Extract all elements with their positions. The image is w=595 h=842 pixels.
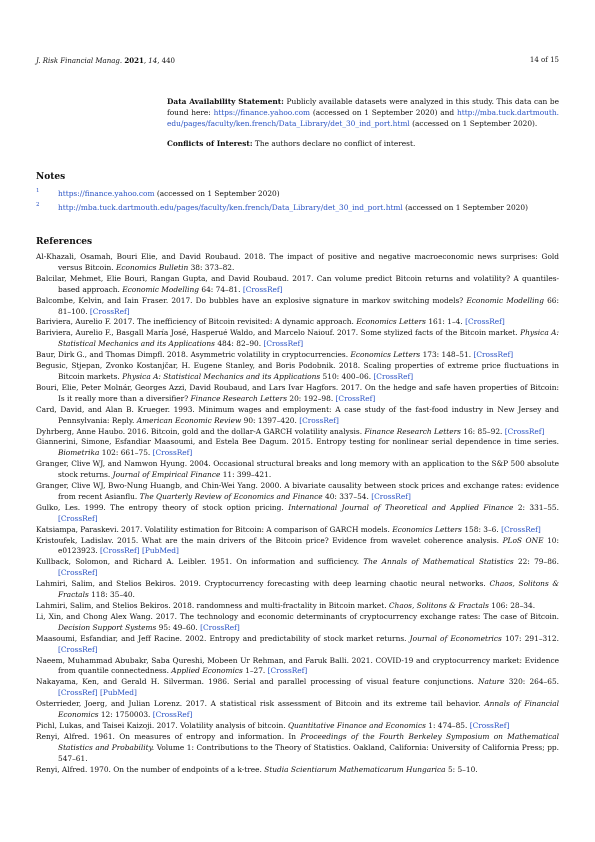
reference-crossref-link[interactable]: [CrossRef] — [299, 415, 339, 425]
reference-volume-pages: 118: 35–40. — [91, 590, 135, 600]
reference-crossref-link[interactable]: [CrossRef] — [267, 666, 308, 676]
journal-citation: J. Risk Financial Manag. 2021, 14, 440 — [36, 56, 176, 65]
reference-item — [36, 328, 559, 350]
reference-volume-pages: 10: e0123923. — [58, 535, 559, 556]
reference-volume-pages: 5: 5–10. — [447, 764, 478, 774]
reference-source: American Economic Review — [136, 415, 242, 425]
reference-volume-pages: 22: 79–86. — [517, 557, 559, 567]
reference-crossref-link[interactable]: [CrossRef] — [89, 306, 130, 316]
reference-authors-title: Giannerini, Simone, Esfandiar Maasoumi, and Estela Bee Dagum. 2015. Entropy testing for nonlinear serial dependence in time series. — [36, 437, 559, 447]
reference-volume-pages: 20: 192–98. — [289, 393, 334, 403]
reference-source: Studia Scientiarum Mathematicarum Hungarica — [264, 764, 446, 774]
reference-item — [36, 383, 559, 405]
reference-volume-pages: 158: 3–6. — [464, 524, 499, 534]
reference-authors-title: Lahmiri, Salim, and Stelios Bekiros. 2018. randomness and multi-fractality in Bitcoin market. — [36, 601, 387, 610]
reference-volume-pages: 12: 1750003. — [100, 710, 151, 720]
reference-source: Economics Letters — [356, 317, 426, 327]
back-matter — [167, 96, 559, 154]
reference-authors-title: Granger, Clive WJ, Bwo-Nung Huangb, and Chin-Wei Yang. 2000. A bivariate causality between stock prices and exchange rates: evidence from recent Asianflu. — [36, 481, 559, 501]
reference-volume-pages: 38: 373–82. — [190, 262, 235, 272]
reference-crossref-link[interactable]: [CrossRef] [PubMed] — [58, 688, 137, 698]
reference-source: Nature — [478, 677, 505, 687]
data-availability-heading: Data Availability Statement: — [167, 97, 284, 106]
reference-authors-title: Card, David, and Alan B. Krueger. 1993. Minimum wages and employment: A case study of the fast-food industry in New Jersey and Pennsylvania: Reply. — [36, 404, 559, 425]
data-availability-statement — [167, 96, 559, 129]
reference-source: Physica A: Statistical Mechanics and its Applications — [122, 371, 321, 381]
note-access-date: (accessed on 1 September 2020) — [156, 189, 280, 198]
reference-authors-title: Pichl, Lukas, and Taisei Kaizoji. 2017. Volatility analysis of bitcoin. — [36, 720, 286, 730]
reference-volume-pages: 161: 1–4. — [428, 317, 463, 327]
reference-volume-pages: 106: 28–34. — [491, 601, 536, 610]
reference-source: Proceedings of the Fourth Berkeley Symposium on Mathematical Statistics and Probability. — [58, 731, 559, 752]
reference-authors-title: Baur, Dirk G., and Thomas Dimpfl. 2018. Asymmetric volatility in cryptocurrencies. — [36, 350, 349, 360]
data-availability-text-3: (accessed on 1 September 2020). — [412, 119, 538, 128]
notes-heading: Notes — [36, 172, 66, 182]
reference-item — [36, 557, 559, 579]
reference-authors-title: Naeem, Muhammad Abubakr, Saba Qureshi, Mobeen Ur Rehman, and Faruk Balli. 2021. COVID-19 and cryptocurrency market: Evidence from quantile connectedness. — [36, 655, 559, 676]
notes-list — [36, 188, 559, 216]
note-number[interactable]: 2 — [36, 202, 40, 208]
reference-item — [36, 634, 559, 656]
note-number[interactable]: 1 — [36, 188, 40, 194]
reference-volume-pages: 320: 264–65. — [508, 677, 559, 687]
reference-authors-title: Kristoufek, Ladislav. 2015. What are the main drivers of the Bitcoin price? Evidence from wavelet coherence analysis. — [36, 535, 499, 545]
reference-authors-title: Dyhrberg, Anne Haubo. 2016. Bitcoin, gold and the dollar-A GARCH volatility analysis. — [36, 426, 363, 436]
journal-year: 2021 — [124, 56, 144, 65]
reference-item — [36, 274, 559, 296]
reference-source: Chaos, Solitons & Fractals — [388, 601, 489, 610]
reference-source: Economic Modelling — [122, 284, 200, 294]
reference-source: The Quarterly Review of Economics and Finance — [139, 491, 323, 501]
note-text — [58, 202, 559, 213]
note-access-date: (accessed on 1 September 2020) — [405, 203, 528, 212]
reference-volume-pages: 510: 400–06. — [322, 371, 372, 381]
note-link[interactable]: http://mba.tuck.dartmouth.edu/pages/faculty/ken.french/Data_Library/det_30_ind_port.html — [58, 203, 403, 212]
reference-volume-pages: 11: 399–421. — [222, 470, 272, 480]
reference-crossref-link[interactable]: [CrossRef] — [504, 426, 545, 436]
reference-item — [36, 579, 559, 601]
journal-volume: 14 — [148, 57, 158, 65]
reference-volume-pages: 66: 81–100. — [58, 295, 559, 316]
reference-crossref-link[interactable]: [CrossRef] — [373, 371, 414, 381]
reference-item — [36, 405, 559, 427]
reference-volume-pages: 484: 82–90. — [217, 339, 262, 349]
reference-authors-title: Al-Khazali, Osamah, Bouri Elie, and David Roubaud. 2018. The impact of positive and negative macroeconomic news surprises: Gold versus Bitcoin. — [36, 252, 559, 272]
reference-crossref-link[interactable]: [CrossRef] — [469, 720, 510, 730]
reference-authors-title: Balcilar, Mehmet, Elie Bouri, Rangan Gupta, and David Roubaud. 2017. Can volume predict Bitcoin returns and volatility? A quantiles-based approach. — [36, 273, 559, 294]
reference-authors-title: Granger, Clive WJ, and Namwon Hyung. 2004. Occasional structural breaks and long memory with an application to the S&P 500 absolute stock returns. — [36, 459, 559, 480]
reference-source: Economics Bulletin — [115, 262, 189, 272]
reference-item — [36, 427, 559, 438]
reference-source: Finance Research Letters — [190, 393, 288, 403]
note-text — [58, 188, 559, 199]
reference-item — [36, 296, 559, 318]
conflicts-heading: Conflicts of Interest: — [167, 139, 253, 148]
reference-source: Journal of Empirical Finance — [112, 470, 221, 480]
reference-item — [36, 732, 559, 765]
reference-authors-title: Renyi, Alfred. 1961. On measures of entropy and information. In — [36, 731, 297, 741]
reference-source: The Annals of Mathematical Statistics — [363, 557, 514, 567]
reference-authors-title: Katsiampa, Paraskevi. 2017. Volatility estimation for Bitcoin: A comparison of GARCH models. — [36, 524, 390, 534]
reference-crossref-link[interactable]: [CrossRef] — [263, 339, 304, 349]
reference-item — [36, 765, 559, 776]
note-item — [36, 202, 559, 213]
reference-crossref-link[interactable]: [CrossRef] — [152, 710, 193, 720]
reference-source: PLoS ONE — [502, 535, 544, 545]
reference-volume-pages: 95: 49–60. — [158, 622, 198, 632]
reference-volume-pages: 40: 337–54. — [325, 491, 369, 501]
reference-crossref-link[interactable]: [CrossRef] — [152, 448, 193, 458]
note-link[interactable]: https://finance.yahoo.com — [58, 189, 155, 198]
reference-volume-pages: 107: 291–312. — [504, 633, 559, 643]
reference-authors-title: Lahmiri, Salim, and Stelios Bekiros. 2019. Cryptocurrency forecasting with deep learning chaotic neural networks. — [36, 579, 486, 589]
reference-item — [36, 677, 559, 699]
reference-volume-pages: 1–27. — [245, 666, 266, 676]
reference-crossref-link[interactable]: [CrossRef] [PubMed] — [100, 546, 179, 556]
reference-crossref-link[interactable]: [CrossRef] — [371, 491, 411, 501]
reference-source: Chaos, Solitons & Fractals — [58, 579, 559, 600]
reference-volume-pages: 102: 661–75. — [101, 448, 151, 458]
reference-source: Finance Research Letters — [364, 426, 461, 436]
reference-volume-pages: 16: 85–92. — [463, 426, 503, 436]
reference-source: Economics Letters — [350, 350, 421, 360]
page-number: 14 of 15 — [529, 56, 559, 64]
article-number: 440 — [161, 57, 176, 65]
references-heading: References — [36, 237, 93, 247]
reference-item — [36, 503, 559, 525]
reference-crossref-link[interactable]: [CrossRef] — [58, 568, 98, 578]
reference-volume-pages: 1: 474–85. — [428, 720, 468, 730]
reference-item — [36, 612, 559, 634]
reference-source: Annals of Financial Economics — [58, 699, 560, 720]
reference-source: Journal of Econometrics — [409, 633, 502, 643]
conflicts-of-interest — [167, 138, 559, 149]
yahoo-finance-link[interactable]: https://finance.yahoo.com — [213, 108, 311, 117]
references-list — [36, 252, 559, 776]
reference-item — [36, 699, 559, 721]
reference-item — [36, 437, 559, 459]
reference-volume-pages: 2: 331–55. — [517, 502, 559, 512]
reference-authors-title: Begusic, Stjepan, Zvonko Kostanjčar, H. Eugene Stanley, and Boris Podobnik. 2018. Scaling properties of extreme price fluctuations in Bitcoin markets. — [36, 361, 559, 381]
reference-source: Decision Support Systems — [58, 622, 157, 632]
reference-crossref-link[interactable]: [CrossRef] — [242, 284, 283, 294]
data-availability-text: Publicly available datasets were analyzed in this study. This data can be found here: — [167, 97, 559, 117]
data-availability-text-2: (accessed on 1 September 2020) and — [312, 108, 455, 117]
french-data-library-link[interactable]: http://mba.tuck.dartmouth.edu/pages/faculty/ken.french/Data_Library/det_30_ind_port.html — [167, 108, 559, 128]
reference-volume-pages: 64: 74–81. — [201, 284, 241, 294]
reference-crossref-link[interactable]: [CrossRef] — [465, 317, 505, 327]
reference-crossref-link[interactable]: [CrossRef] — [58, 644, 98, 654]
reference-crossref-link[interactable]: [CrossRef] — [335, 393, 376, 403]
reference-item — [36, 536, 559, 558]
reference-volume-pages: 173: 148–51. — [422, 350, 472, 360]
reference-source: Quantitative Finance and Economics — [287, 720, 426, 730]
reference-crossref-link[interactable]: [CrossRef] — [473, 350, 514, 360]
reference-item — [36, 459, 559, 481]
reference-authors-title: Gulko, Les. 1999. The entropy theory of stock option pricing. — [36, 502, 284, 512]
reference-authors-title: Osterrieder, Joerg, and Julian Lorenz. 2017. A statistical risk assessment of Bitcoin and its extreme tail behavior. — [36, 699, 481, 709]
running-header — [36, 56, 559, 65]
reference-authors-title: Maasoumi, Esfandiar, and Jeff Racine. 2002. Entropy and predictability of stock market returns. — [36, 633, 407, 643]
reference-source: Applied Economics — [171, 666, 243, 676]
reference-item — [36, 252, 559, 274]
reference-volume-pages: Volume 1: Contributions to the Theory of Statistics. Oakland, California: University of California Press; pp. 547–61. — [58, 742, 560, 763]
reference-item — [36, 721, 559, 732]
reference-item — [36, 525, 559, 536]
reference-source: International Journal of Theoretical and Applied Finance — [288, 502, 514, 512]
reference-source: Economics Letters — [392, 524, 462, 534]
note-item — [36, 188, 559, 199]
reference-authors-title: Li, Xin, and Chong Alex Wang. 2017. The technology and economic determinants of cryptocurrency exchange rates: The case of Bitcoin. — [36, 611, 559, 621]
reference-source: Biometrika — [58, 448, 100, 458]
reference-source: Economic Modelling — [466, 295, 544, 305]
reference-authors-title: Bariviera, Aurelio F., Basgall María José, Hasperué Waldo, and Marcelo Naiouf. 2017. Some stylized facts of the Bitcoin market. — [36, 328, 518, 338]
reference-item — [36, 601, 559, 612]
reference-item — [36, 317, 559, 328]
reference-volume-pages: 90: 1397–420. — [243, 415, 297, 425]
reference-authors-title: Nakayama, Ken, and Gerald H. Silverman. 1986. Serial and parallel processing of visual feature conjunctions. — [36, 677, 474, 687]
reference-authors-title: Bouri, Elie, Peter Molnár, Georges Azzi, David Roubaud, and Lars Ivar Hagfors. 2017. On the hedge and safe haven properties of Bitcoin: Is it really more than a diversifier? — [36, 382, 559, 403]
journal-abbrev: J. Risk Financial Manag. — [36, 57, 123, 65]
reference-authors-title: Kullback, Solomon, and Richard A. Leibler. 1951. On information and sufficiency. — [36, 557, 360, 567]
reference-authors-title: Bariviera, Aurelio F. 2017. The inefficiency of Bitcoin revisited: A dynamic approach. — [36, 317, 354, 327]
reference-item — [36, 656, 559, 678]
reference-source: Physica A: Statistical Mechanics and its Applications — [58, 328, 559, 349]
reference-crossref-link[interactable]: [CrossRef] — [200, 622, 240, 632]
reference-item — [36, 350, 559, 361]
reference-crossref-link[interactable]: [CrossRef] — [58, 513, 98, 523]
reference-item — [36, 361, 559, 383]
reference-item — [36, 481, 559, 503]
reference-authors-title: Renyi, Alfred. 1970. On the number of endpoints of a k-tree. — [36, 764, 262, 774]
conflicts-text: The authors declare no conflict of interest. — [254, 139, 416, 148]
reference-authors-title: Balcombe, Kelvin, and Iain Fraser. 2017. Do bubbles have an explosive signature in markov switching models? — [36, 295, 464, 305]
reference-crossref-link[interactable]: [CrossRef] — [501, 524, 541, 534]
